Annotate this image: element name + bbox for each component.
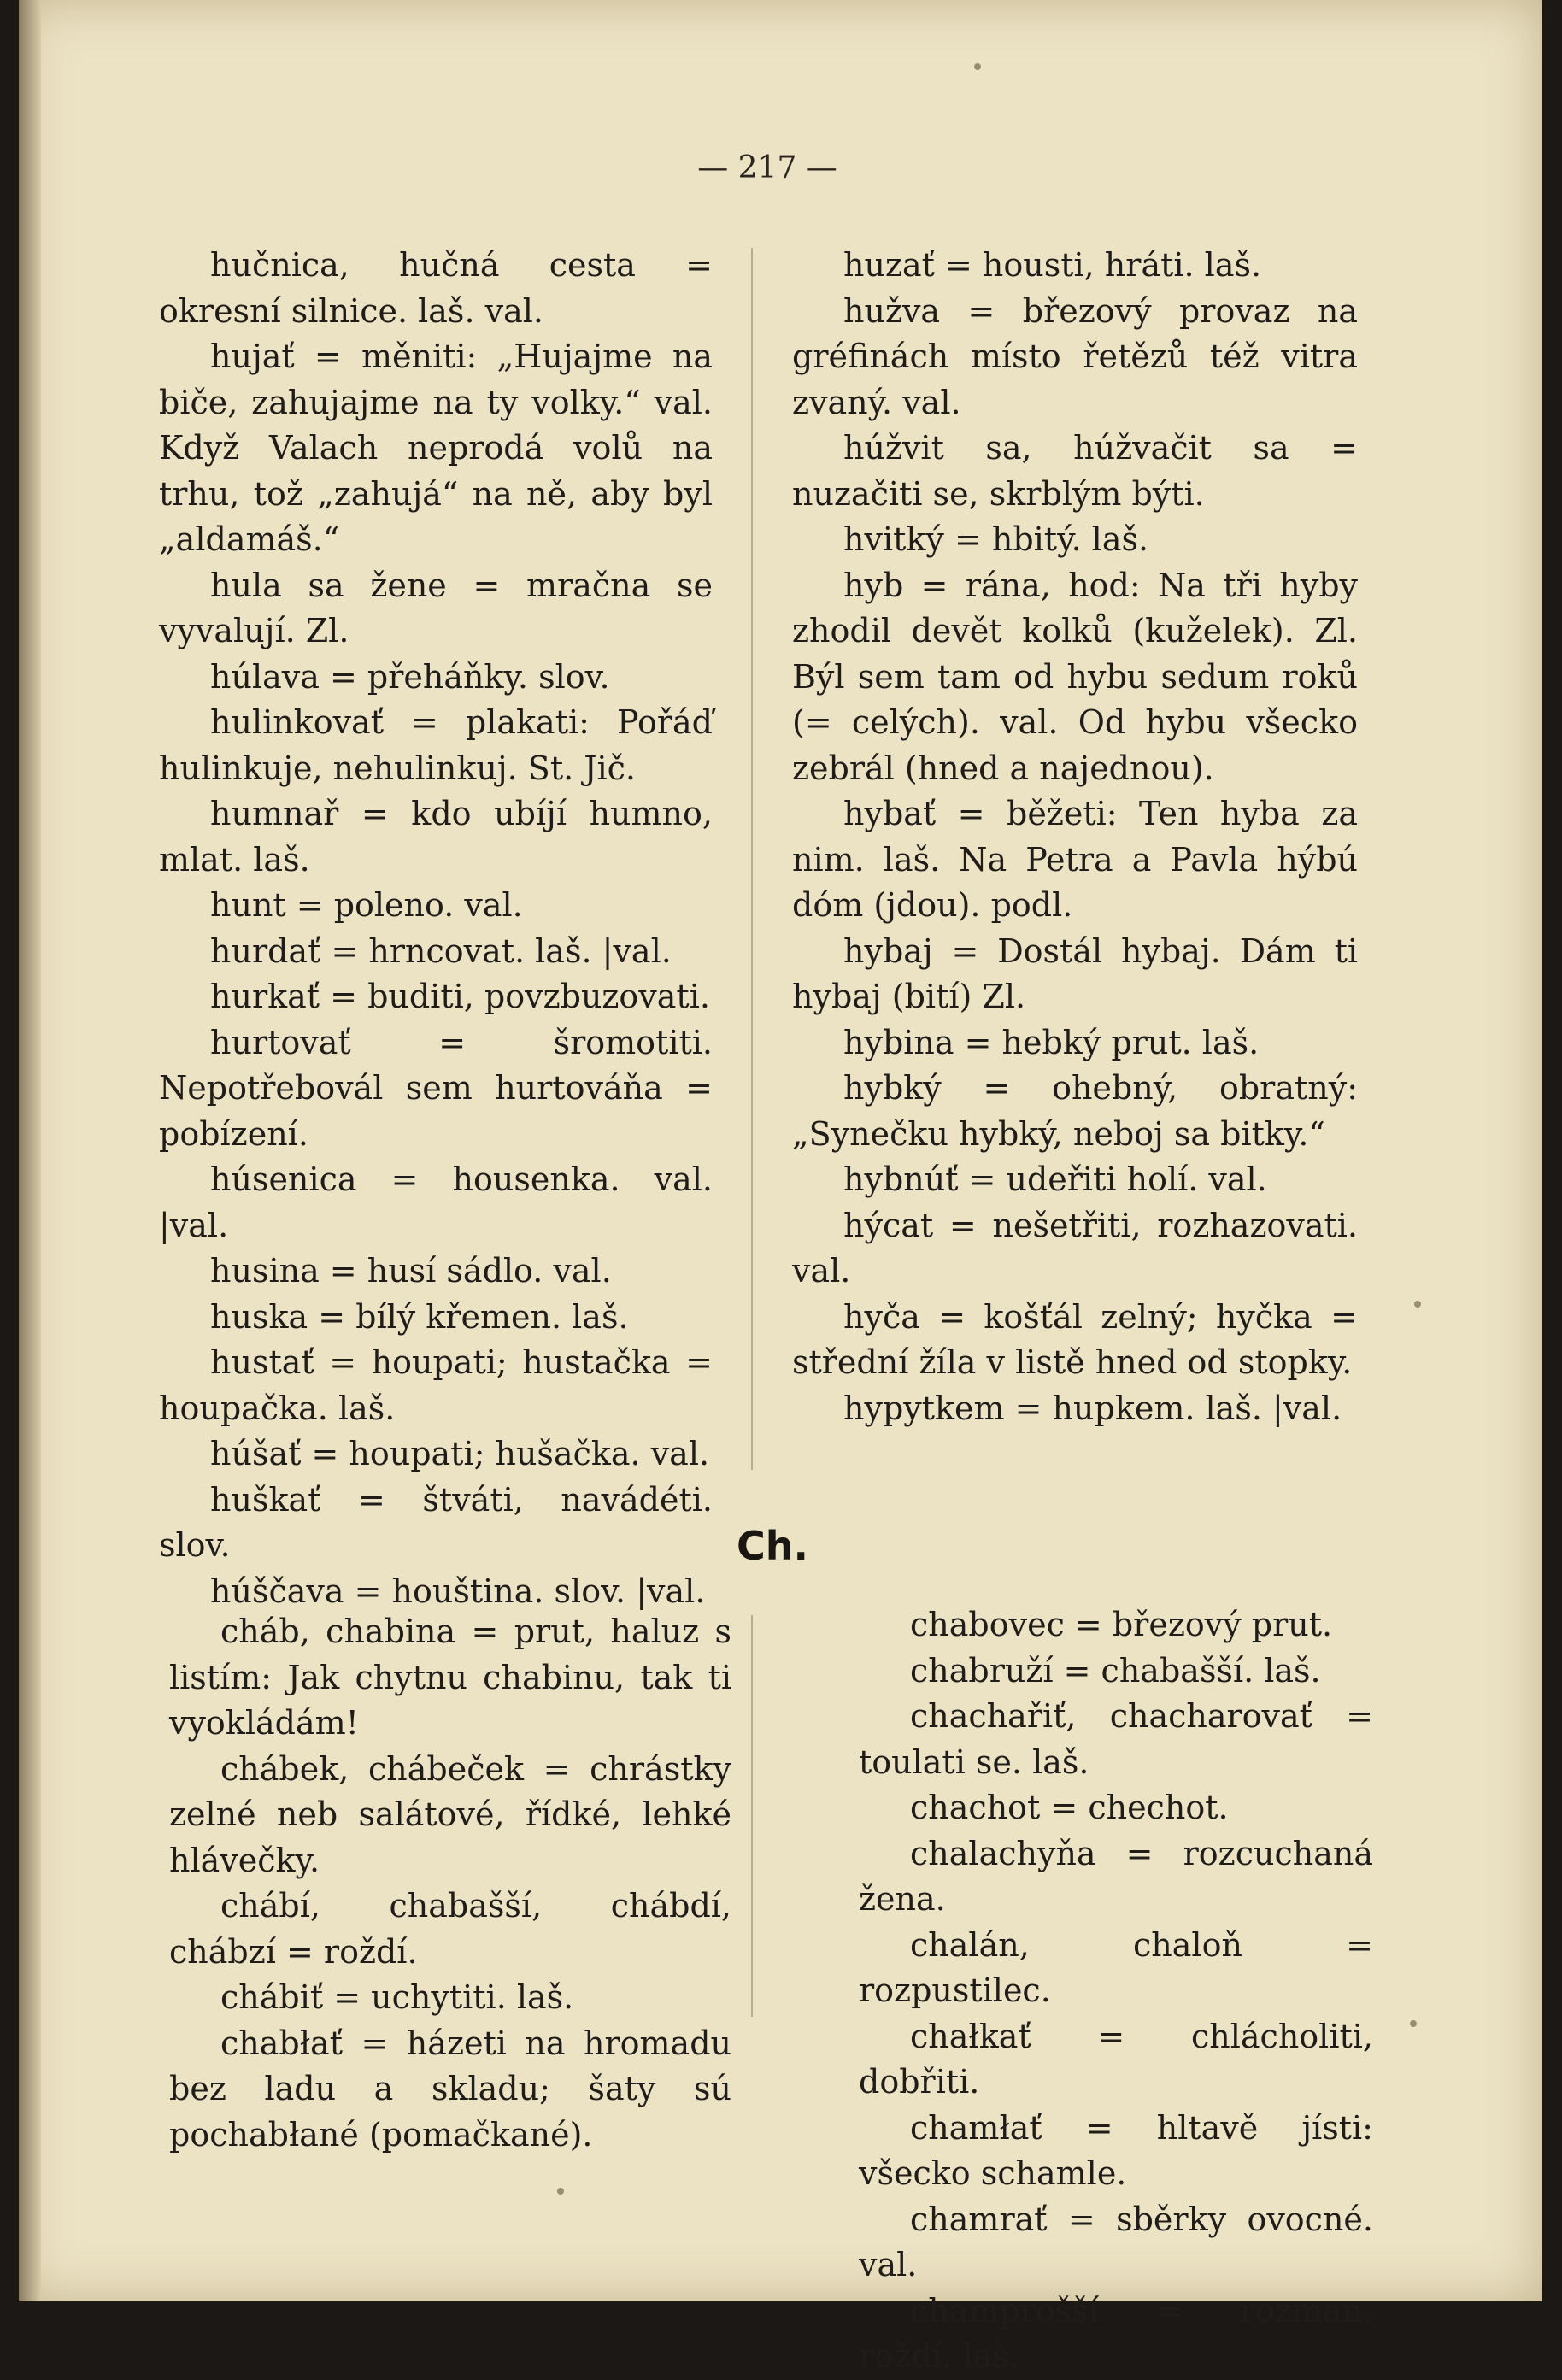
dictionary-entry: chabruží = chabašší. laš. <box>910 1651 1321 1690</box>
dictionary-entry: hypytkem = hupkem. laš. |val. <box>843 1389 1342 1427</box>
dictionary-entry: hvitký = hbitý. laš. <box>843 520 1149 558</box>
dictionary-entry: husina = husí sádlo. val. <box>210 1252 612 1290</box>
dictionary-entry: hybnúť = udeřiti holí. val. <box>843 1161 1267 1198</box>
column-divider-top <box>751 248 753 1470</box>
dictionary-entry: hužva = březový provaz na gréfinách místo řetězů též vitra zvaný. val. <box>792 291 1358 421</box>
dictionary-entry: hurdať = hrncovat. laš. |val. <box>210 931 672 970</box>
column-bottom-left <box>169 1609 731 2158</box>
section-heading: Ch. <box>737 1523 808 1569</box>
paper-speck <box>557 2188 564 2195</box>
dictionary-entry: hustať = houpati; hustačka = houpačka. laš. <box>159 1343 713 1427</box>
column-top-left <box>159 243 713 1614</box>
dictionary-entry: chachot = chechot. <box>910 1789 1229 1826</box>
dictionary-entry: hučnica, hučná cesta = okresní silnice. laš. val. <box>159 246 713 330</box>
paper-speck <box>1410 2020 1417 2027</box>
dictionary-entry: chabovec = březový prut. <box>910 1606 1333 1643</box>
dictionary-entry: hybať = běžeti: Ten hyba za nim. laš. Na Petra a Pavla hýbú dóm (jdou). podl. <box>792 795 1358 924</box>
dictionary-entry: hybaj = Dostál hybaj. Dám ti hybaj (bití) Zl. <box>792 931 1358 1015</box>
dictionary-entry: chalachyňa = rozcuchaná žena. <box>859 1834 1373 1918</box>
dictionary-entry: hula sa žene = mračna se vyvalují. Zl. <box>159 566 713 649</box>
dictionary-entry: hurtovať = šromotiti. Nepotřebovál sem hurtováňa = pobízení. <box>159 1023 713 1153</box>
dictionary-entry: cháb, chabina = prut, haluz s listím: Jak chytnu chabinu, tak ti vyokládám! <box>169 1613 731 1742</box>
dictionary-entry: húšať = houpati; hušačka. val. <box>210 1435 710 1472</box>
dictionary-entry: champrošší = rozman. roždí. laš. <box>859 2291 1373 2375</box>
dictionary-entry: húžvit sa, húžvačit sa = nuzačiti se, skrblým býti. <box>792 429 1358 513</box>
column-divider-bottom <box>751 1615 753 2017</box>
book-spine-edge <box>19 0 41 2301</box>
dictionary-entry: hyb = rána, hod: Na tři hyby zhodil devět kolků (kuželek). Zl. Býl sem tam od hybu sedum roků (= celých). val. Od hybu všecko zebrál (hned a najednou). <box>792 566 1358 787</box>
paper-speck <box>974 63 981 70</box>
dictionary-entry: chałkať = chlácholiti, dobřiti. <box>859 2017 1373 2101</box>
dictionary-entry: hurkať = buditi, povzbuzovati. <box>210 978 710 1015</box>
dictionary-entry: hulinkovať = plakati: Pořáď hulinkuje, nehulinkuj. St. Jič. <box>159 703 713 787</box>
page-number: — 217 — <box>697 150 837 185</box>
dictionary-entry: hyča = košťál zelný; hyčka = střední žíla v listě hned od stopky. <box>792 1297 1358 1381</box>
dictionary-entry: chamłať = hltavě jísti: všecko schamle. <box>859 2108 1373 2192</box>
dictionary-entry: hybký = ohebný, obratný: „Synečku hybký, neboj sa bitky.“ <box>792 1069 1358 1153</box>
dictionary-entry: huškať = štváti, navádéti. slov. <box>159 1480 713 1564</box>
column-top-right <box>792 243 1358 1431</box>
dictionary-entry: húlava = přeháňky. slov. <box>210 657 610 696</box>
dictionary-entry: chamrať = sběrky ovocné. val. <box>859 2200 1373 2283</box>
dictionary-entry: chachařiť, chacharovať = toulati se. laš. <box>859 1697 1373 1781</box>
dictionary-entry: chábí, chabašší, chábdí, chábzí = roždí. <box>169 1887 731 1971</box>
dictionary-entry: huska = bílý křemen. laš. <box>210 1297 629 1336</box>
dictionary-entry: huzať = housti, hráti. laš. <box>843 246 1262 284</box>
dictionary-entry: chábiť = uchytiti. laš. <box>220 1978 574 2016</box>
paper-speck <box>1414 1301 1421 1308</box>
dictionary-entry: húsenica = housenka. val. |val. <box>159 1161 713 1244</box>
dictionary-entry: chábek, chábeček = chrástky zelné neb salátové, řídké, lehké hlávečky. <box>169 1749 731 1879</box>
dictionary-entry: hýcat = nešetřiti, rozhazovati. val. <box>792 1206 1358 1290</box>
dictionary-entry: humnař = kdo ubíjí humno, mlat. laš. <box>159 795 713 879</box>
column-bottom-right <box>859 1602 1373 2380</box>
book-page <box>19 0 1542 2375</box>
dictionary-entry: hunt = poleno. val. <box>210 886 523 924</box>
dictionary-entry: hybina = hebký prut. laš. <box>843 1023 1260 1061</box>
dictionary-entry: chabłať = házeti na hromadu bez ladu a skladu; šaty sú pochabłané (pomačkané). <box>169 2024 731 2154</box>
dictionary-entry: húščava = houština. slov. |val. <box>210 1572 706 1610</box>
dictionary-entry: hujať = měniti: „Hujajme na biče, zahujajme na ty volky.“ val. Když Valach neprodá volů na trhu, tož „zahujá“ na ně, aby byl „aldamáš.“ <box>159 338 713 558</box>
dictionary-entry: chalán, chaloň = rozpustilec. <box>859 1925 1373 2009</box>
